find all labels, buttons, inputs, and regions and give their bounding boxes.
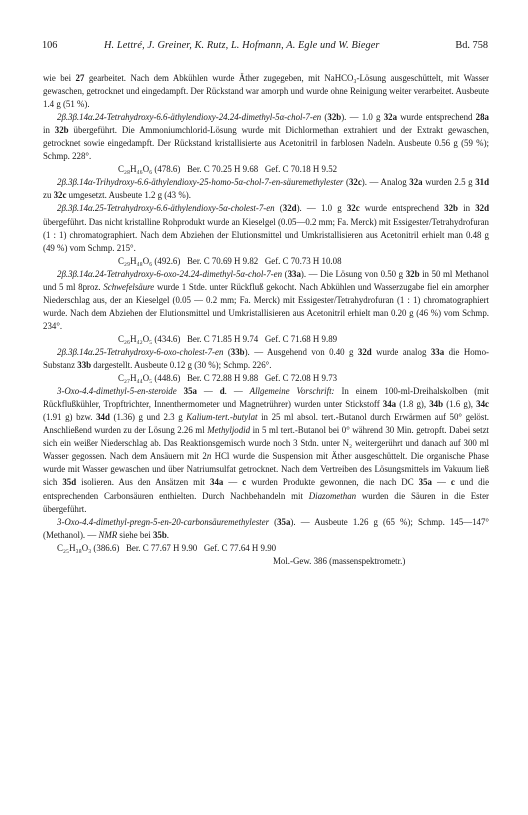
text-run: wie bei (43, 73, 76, 83)
compound-ref: 32b (54, 125, 69, 136)
text-run: ( (269, 516, 278, 527)
text-run: — (431, 477, 451, 488)
text-run: wurden Produkte gewonnen, die nach DC (246, 477, 419, 488)
article-body (43, 72, 489, 568)
compound-ref: 34a (210, 477, 224, 488)
text-run: C₂₆H₄₂O₅ (434.6) Ber. C 71.85 H 9.74 Gef. C 71.68 H 9.89 (118, 333, 338, 344)
italic-text: 2β.3β.14α.24-Tetrahydroxy-6.6-äthylendioxy-24.24-dimethyl-5α-chol-7-en (57, 112, 322, 123)
italic-text: Diazomethan (308, 490, 357, 501)
compound-ref: 32d (357, 346, 372, 357)
italic-text: 2β.3β.14α.24-Tetrahydroxy-6-oxo-24.24-dimethyl-5α-chol-7-en (57, 268, 283, 279)
text-run (177, 386, 184, 396)
text-run: ). — Ausgehend von 0.40 g (244, 346, 358, 357)
page-number: 106 (42, 40, 58, 51)
body-paragraph (43, 176, 489, 202)
italic-text: Schwefelsäure (103, 281, 155, 292)
text-run: zu (43, 190, 54, 201)
text-run: wurden die Säuren in die Ester übergeführt. (43, 490, 489, 514)
compound-ref: c (242, 477, 247, 488)
text-run: — (196, 386, 220, 397)
italic-text: Methyljodid (207, 425, 251, 436)
body-paragraph (43, 516, 489, 542)
text-run: (1.6 g), (443, 399, 477, 410)
analysis-line (43, 163, 489, 176)
body-paragraph (43, 346, 489, 372)
compound-ref: 35a (277, 516, 291, 527)
analysis-line (43, 372, 489, 385)
text-run: gearbeitet. Nach dem Abkühlen wurde Äther zugegeben, mit NaHCO₃-Lösung ausgeschüttelt, mit Wasser gewaschen, getrocknet und eingedampft. Der Rückstand war amorph und wurde ohne Reinigung weiter verarbeitet. Ausbeute 1.4 g (51 %). (43, 73, 489, 110)
text-run: wurden 2.5 g (422, 177, 476, 188)
italic-text: 2β.3β.14α.25-Tetrahydroxy-6-oxo-cholest-7-en (57, 346, 224, 357)
text-run: und die entsprechenden Carbonsäuren enthielten. Durch Nachbehandeln mit (43, 477, 490, 501)
text-run: wurde entsprechend (359, 203, 445, 214)
compound-ref: 33b (77, 360, 92, 371)
text-run: HCl wurde die Suspension mit Äther ausgeschüttelt. Die organische Phase wurde mit Wasser gewaschen und über Natriumsulfat getrocknet. Nach dem Vertreiben des Lösungsmittels im Vakuum ließ sich (43, 451, 489, 488)
text-run: C₂₇H₄₄O₅ (448.6) Ber. C 72.88 H 9.88 Gef. C 72.08 H 9.73 (118, 373, 338, 384)
text-run: . — (224, 386, 250, 397)
analysis-line (43, 333, 489, 346)
compound-ref: 35a (183, 386, 197, 397)
compound-ref: 32d (475, 203, 489, 214)
text-run: die Homo-Substanz (43, 346, 489, 371)
italic-text: Allgemeine Vorschrift: (249, 386, 335, 397)
text-run: in 25 ml absol. tert.-Butanol durch Erwärmen auf 50° gelöst. Anschließend wurden zu der Lösung 2.26 ml (43, 412, 489, 436)
running-header (42, 40, 488, 56)
text-run: übergeführt. Das nicht kristalline Rohprodukt wurde an Kieselgel (0.05—0.2 mm; Fa. Merck) mit Essigester/Tetrahydrofuran (1 : 1) chromatographiert. Nach dem Abziehen der Elutionsmittel und Umkristallisieren aus Acetonitril erhielt man 0.48 g (49 %) vom Schmp. 215°. (43, 216, 489, 253)
compound-ref: 32b (405, 268, 420, 279)
text-run: isolieren. Aus den Ansätzen mit (76, 477, 211, 488)
text-run: ( (321, 112, 328, 123)
italic-text: 2β.3β.14α-Trihydroxy-6.6-äthylendioxy-25-homo-5α-chol-7-en-säuremethylester (57, 177, 344, 188)
compound-ref: 27 (75, 73, 85, 83)
italic-text: 3-Oxo-4.4-dimethyl-5-en-steroide (57, 386, 177, 397)
text-run: In einem 100-ml-Dreihalskolben (mit Rückflußkühler, Tropftrichter, Innenthermometer und Magnetrührer) wurden unter Stickstoff (43, 386, 490, 410)
compound-ref: 33a (430, 346, 445, 357)
italic-text: Kalium-tert.-butylat (186, 412, 258, 423)
compound-ref: 34a (382, 399, 397, 410)
compound-ref: 32b (444, 203, 458, 214)
compound-ref: 34c (476, 399, 489, 410)
compound-ref: 34b (429, 399, 444, 410)
compound-ref: 35a (418, 477, 432, 488)
compound-ref: 28a (475, 112, 489, 123)
text-run: ). — 1.0 g (296, 203, 347, 214)
compound-ref: 32c (348, 177, 362, 188)
compound-ref: 35d (62, 477, 77, 488)
analysis-line (43, 255, 489, 268)
body-paragraph (43, 268, 489, 333)
text-run: (1.91 g) bzw. (43, 412, 97, 423)
compound-ref: 32c (346, 203, 360, 214)
text-run: in 50 ml Methanol und 5 ml 8proz. (43, 268, 489, 292)
compound-ref: d (219, 386, 225, 397)
text-run: C₂₉H₄₈O₆ (492.6) Ber. C 70.69 H 9.82 Gef. C 70.73 H 10.08 (118, 255, 342, 266)
text-run: — (223, 477, 243, 488)
body-paragraph (43, 385, 489, 515)
text-run: ). — Analog (361, 177, 410, 188)
text-run: (1.36) g und 2.3 g (109, 412, 187, 423)
text-run: (1.8 g), (396, 399, 430, 410)
text-run: wurde 1 Stde. unter Rückfluß gekocht. Nach Abkühlen und Wasserzugabe fiel ein amorpher Niederschlag aus, der an Kieselgel (0.05 — 0.2 mm; Fa. Merck) mit Essigester/Tetrahydrofuran (1 : 1) chromatographiert wurde. Nach dem Abziehen der Elutionsmittel und Umkristallisieren aus Acetonitril erhielt man 0.20 g (46 %) vom Schmp. 234°. (43, 281, 490, 331)
compound-ref: 35b (152, 529, 167, 540)
mol-weight-line (43, 555, 489, 568)
text-run: in (43, 125, 55, 136)
text-run: wurde analog (371, 346, 431, 357)
text-run: ). — Die Lösung von 0.50 g (300, 268, 406, 279)
text-run: wurde entsprechend (397, 112, 476, 123)
italic-text: 3-Oxo-4.4-dimethyl-pregn-5-en-20-carbonsäuremethylester (57, 516, 270, 527)
compound-ref: 32a (409, 177, 423, 188)
text-run: umgesetzt. Ausbeute 1.2 g (43 %). (66, 190, 191, 201)
compound-ref: 31d (475, 177, 489, 188)
italic-text: 2β.3β.14α.25-Tetrahydroxy-6.6-äthylendioxy-5α-cholest-7-en (57, 203, 275, 214)
running-authors: H. Lettré, J. Greiner, K. Rutz, L. Hofmann, A. Egle und W. Bieger (104, 40, 380, 51)
body-paragraph (43, 72, 489, 111)
text-run: ( (343, 177, 349, 188)
text-run: ( (282, 268, 288, 279)
text-run: ( (274, 203, 283, 214)
text-run: ). — Ausbeute 1.26 g (65 %); Schmp. 145—147° (Methanol). — (43, 516, 489, 540)
compound-ref: 33a (287, 268, 301, 279)
body-paragraph (43, 111, 489, 163)
text-run: C₂₅H₃₈O₃ (386.6) Ber. C 77.67 H 9.90 Gef. C 77.64 H 9.90 (57, 542, 277, 553)
italic-text: n (206, 451, 212, 462)
text-run: siehe bei (117, 529, 153, 540)
compound-ref: 34d (96, 412, 110, 423)
compound-ref: 33b (230, 346, 245, 357)
compound-ref: 32b (327, 112, 342, 123)
compound-ref: 32c (53, 190, 67, 201)
italic-text: NMR (98, 529, 118, 540)
compound-ref: 32d (282, 203, 297, 214)
text-run: ). — 1.0 g (341, 112, 384, 123)
text-run: C₂₈H₄₆O₆ (478.6) Ber. C 70.25 H 9.68 Gef. C 70.18 H 9.52 (118, 164, 338, 175)
text-run: übergeführt. Die Ammoniumchlorid-Lösung wurde mit Dichlormethan extrahiert und der Extrakt gewaschen, getrocknet sowie eingedampft. Der Rückstand kristallisierte aus Acetonitril in farblosen Nadeln. Ausbeute 0.56 g (59 %); Schmp. 228°. (43, 125, 489, 162)
text-run: . (166, 529, 169, 540)
compound-ref: 32a (383, 112, 397, 123)
compound-ref: c (450, 477, 455, 488)
text-run: ( (223, 346, 231, 357)
text-run: in 5 ml tert.-Butanol bei 0° während 30 Min. getropft. Dabei setzt sich ein weißer Niederschlag ab. Das Reaktionsgemisch wurde noch 3 Stdn. unter N₂ weitergerührt und danach auf 300 ml Wasser gegossen. Nach dem Ansäuern mit 2 (43, 425, 489, 462)
volume-label: Bd. 758 (455, 40, 488, 51)
text-run: dargestellt. Ausbeute 0.12 g (30 %); Schmp. 226°. (91, 360, 272, 371)
analysis-line (43, 542, 489, 555)
text-run: in (457, 203, 476, 214)
text-run: Mol.-Gew. 386 (massenspektrometr.) (273, 555, 406, 566)
body-paragraph (43, 202, 489, 254)
